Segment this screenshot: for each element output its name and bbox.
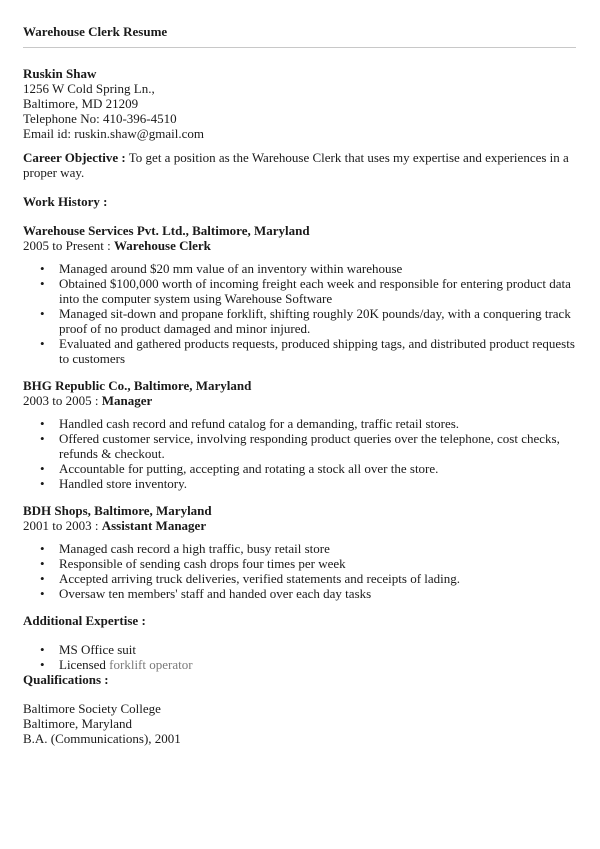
job-duties [23, 541, 579, 601]
job-header [23, 378, 579, 408]
bullet-icon: • [40, 276, 45, 291]
job-header [23, 223, 579, 253]
work-history-heading: Work History : [23, 194, 108, 209]
list-item [23, 431, 579, 461]
telephone: Telephone No: 410-396-4510 [23, 111, 177, 126]
duty-text: Responsible of sending cash drops four times per week [59, 556, 346, 571]
list-item [23, 586, 579, 601]
duty-text: Handled cash record and refund catalog for a demanding, traffic retail stores. [59, 416, 460, 431]
career-objective-text: To get a position as the Warehouse Clerk that uses my expertise and experiences in a proper way. [23, 150, 569, 180]
document-title: Warehouse Clerk Resume [23, 24, 168, 39]
list-item [23, 461, 579, 476]
job-role: Manager [101, 393, 153, 408]
bullet-icon: • [40, 556, 45, 571]
resume-body [23, 66, 579, 746]
job-entry [23, 503, 579, 601]
duty-text: Managed cash record a high traffic, busy retail store [59, 541, 330, 556]
duty-text: Managed sit-down and propane forklift, shifting roughly 20K pounds/day, with a conquering track proof of no product damaged and minor injured. [59, 306, 571, 336]
duty-text: Accountable for putting, accepting and rotating a stock all over the store. [59, 461, 439, 476]
address-line-1: 1256 W Cold Spring Ln., [23, 81, 155, 96]
job-dates: 2003 to 2005 : [23, 393, 102, 408]
list-item [23, 657, 579, 672]
address-line-2: Baltimore, MD 21209 [23, 96, 139, 111]
list-item [23, 261, 579, 276]
bullet-icon: • [40, 261, 45, 276]
job-dates: 2001 to 2003 : [23, 518, 102, 533]
college-location: Baltimore, Maryland [23, 716, 133, 731]
additional-expertise-heading: Additional Expertise : [23, 613, 146, 628]
job-role: Warehouse Clerk [114, 238, 211, 253]
career-objective-label: Career Objective : [23, 150, 126, 165]
duty-text: Oversaw ten members' staff and handed over each day tasks [59, 586, 372, 601]
duty-text: Accepted arriving truck deliveries, verified statements and receipts of lading. [59, 571, 461, 586]
list-item [23, 276, 579, 306]
bullet-icon: • [40, 657, 45, 672]
job-company: Warehouse Services Pvt. Ltd., Baltimore, Maryland [23, 223, 310, 238]
duty-text: Obtained $100,000 worth of incoming freight each week and responsible for entering product data into the computer system using Warehouse Software [59, 276, 571, 306]
expertise-text: MS Office suit [59, 642, 137, 657]
duty-text: Managed around $20 mm value of an inventory within warehouse [59, 261, 403, 276]
qualifications-block [23, 701, 579, 746]
job-dates-role [23, 238, 579, 253]
job-dates-role [23, 393, 579, 408]
job-company: BHG Republic Co., Baltimore, Maryland [23, 378, 252, 393]
bullet-icon: • [40, 306, 45, 321]
duty-text: Handled store inventory. [59, 476, 188, 491]
duty-text: Offered customer service, involving responding product queries over the telephone, cost checks, refunds & checkout. [59, 431, 560, 461]
list-item [23, 306, 579, 336]
expertise-text: Licensed [59, 657, 110, 672]
degree: B.A. (Communications), 2001 [23, 731, 181, 746]
job-dates: 2005 to Present : [23, 238, 114, 253]
title-divider [23, 47, 576, 48]
expertise-list [23, 642, 579, 672]
list-item [23, 642, 579, 657]
bullet-icon: • [40, 416, 45, 431]
bullet-icon: • [40, 642, 45, 657]
job-dates-role [23, 518, 579, 533]
candidate-name: Ruskin Shaw [23, 66, 97, 81]
bullet-icon: • [40, 431, 45, 446]
bullet-icon: • [40, 336, 45, 351]
job-role: Assistant Manager [101, 518, 207, 533]
job-entry [23, 223, 579, 366]
list-item [23, 541, 579, 556]
bullet-icon: • [40, 571, 45, 586]
expertise-text-muted: forklift operator [109, 657, 193, 672]
bullet-icon: • [40, 541, 45, 556]
list-item [23, 556, 579, 571]
bullet-icon: • [40, 461, 45, 476]
qualifications-heading: Qualifications : [23, 672, 109, 687]
college-name: Baltimore Society College [23, 701, 161, 716]
career-objective [23, 150, 579, 180]
job-duties [23, 261, 579, 366]
list-item [23, 336, 579, 366]
job-duties [23, 416, 579, 491]
bullet-icon: • [40, 586, 45, 601]
list-item [23, 476, 579, 491]
duty-text: Evaluated and gathered products requests, produced shipping tags, and distributed product requests to customers [59, 336, 575, 366]
job-company: BDH Shops, Baltimore, Maryland [23, 503, 212, 518]
job-header [23, 503, 579, 533]
email: Email id: ruskin.shaw@gmail.com [23, 126, 204, 141]
job-entry [23, 378, 579, 491]
list-item [23, 416, 579, 431]
contact-block [23, 66, 579, 141]
list-item [23, 571, 579, 586]
bullet-icon: • [40, 476, 45, 491]
